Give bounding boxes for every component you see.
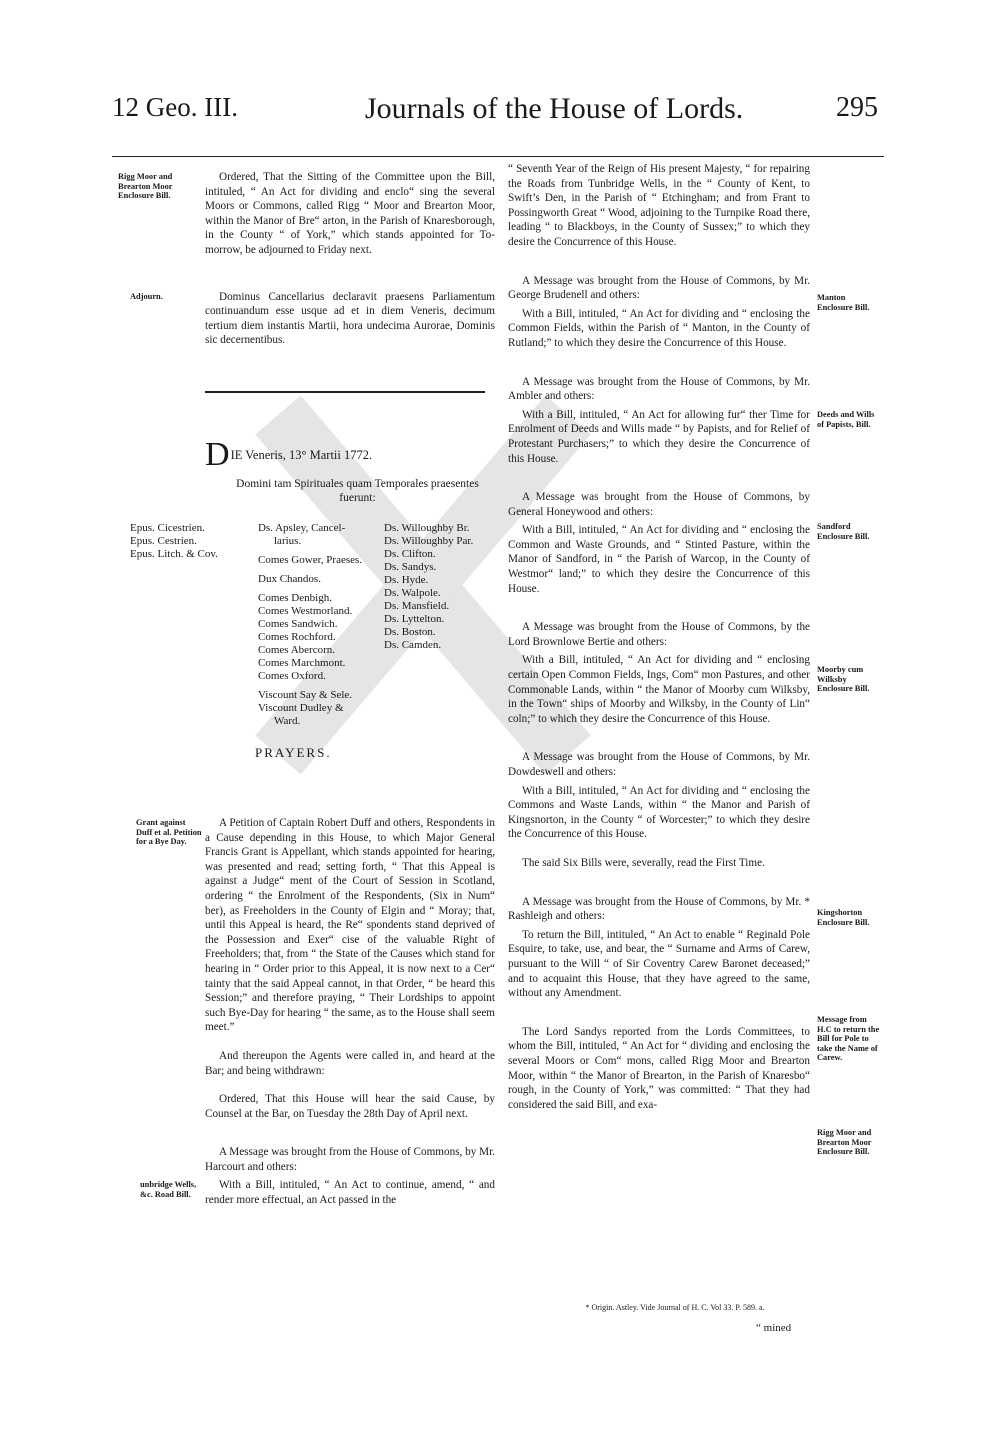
list-item: Comes Gower, Praeses. [258,554,363,566]
margin-note-tunbridge: unbridge Wells, &c. Road Bill. [140,1180,197,1199]
harcourt-message-paragraph: A Message was brought from the House of Commons, by Mr. Harcourt and others: [205,1146,495,1173]
right-column [508,162,810,1112]
list-item: Ds. Sandys. [384,561,437,573]
left-column-bottom [205,816,495,1208]
dominus-paragraph: Dominus Cancellarius declaravit praesens Parliamentum continuandum esse usque ad et in diem Veneris, decimum tertium diem instantis Martii, hora undecima Aurorae, Dominis sic decernentibus. [205,290,495,347]
petition-paragraph: A Petition of Captain Robert Duff and others, Respondents in a Cause depending in this House, to which Major General Francis Grant is Appellant, which stands appointed for hearing, was presented and read; setting forth, “ That this Appeal is against a Judge“ ment of the Court of Session in Scotland, ordering “ the Enrolment of the Respondents, (Six in Num“ ber), as Freeholders in the County of Elgin and “ Moray; that, until this Appeal is heard, the Re“ spondents stand deprived of the Possession and Exer“ cise of the valuable Right of Freeholders; that, from “ the State of the Causes which stand for hearing in “ Order prior to this Appeal, it is now next to a Cer“ tainty that the said Appeal cannot, in that Order, “ be heard this Session;” and therefore praying, “ Their Lordships to appoint such Bye-Day for hearing “ the same, as to the House shall seem meet.” [205,817,495,1034]
list-item: Epus. Cestrien. [130,535,197,547]
sitting-date-heading [205,436,495,473]
margin-note-grant: Grant against Duff et al. Petition for a Bye Day. [136,818,202,847]
list-item: Ds. Lyttelton. [384,613,445,625]
margin-note-manton: Manton Enclosure Bill. [817,293,870,312]
bishops-list [130,522,218,561]
page-header-regnal-year: 12 Geo. III. [112,92,238,122]
list-item: larius. [274,535,302,547]
list-item: Epus. Cicestrien. [130,522,205,534]
carew-bill-paragraph: To return the Bill, intituled, “ An Act to enable “ Reginald Pole Esquire, to take, use, and bear, the “ Surname and Arms of Carew, pursuant to the Will “ of Sir Coventry Carew Baronet deceased;” and to acquaint this House, that they have agreed to the same, without any Amendment. [508,928,810,1000]
sitting-date-text: IE Veneris, 13° Martii 1772. [230,448,373,462]
six-bills-paragraph: The said Six Bills were, severally, read the First Time. [522,856,765,869]
margin-note-sandford: Sandford Enclosure Bill. [817,522,870,541]
manton-message-paragraph: A Message was brought from the House of Commons, by Mr. George Brudenell and others: [508,274,810,302]
harcourt-bill-paragraph: With a Bill, intituled, “ An Act to continue, amend, “ and render more effectual, an Act passed in the [205,1179,495,1207]
sandford-message-paragraph: A Message was brought from the House of Commons, by General Honeywood and others: [508,491,810,518]
list-item: Comes Denbigh. [258,592,332,604]
footnote: * Origin. Astley. Vide Journal of H. C. Vol 33. P. 589. a. [585,1303,765,1312]
drop-cap: D [205,436,230,473]
temporal-lords-list [258,522,362,728]
list-item: Comes Westmorland. [258,605,353,617]
list-item: Epus. Litch. & Cov. [130,548,218,560]
moorby-message-paragraph: A Message was brought from the House of Commons, by the Lord Brownlowe Bertie and others: [508,621,810,648]
list-item: Ds. Hyde. [384,574,429,586]
list-item: Viscount Say & Sele. [258,689,353,701]
catchword: “ mined [756,1322,792,1334]
left-column-top [205,170,495,348]
ordered-hear-paragraph: Ordered, That this House will hear the said Cause, by Counsel at the Bar, on Tuesday the 28th Day of April next. [205,1093,495,1120]
kingsnorton-bill-paragraph: With a Bill, intituled, “ An Act for dividing and “ enclosing the Commons and Waste Lands, within “ the Manor and Parish of Kingsnorton, in the County “ of Worcester;” to which they desire the Concurrence of this House. [508,784,810,841]
list-item: Ds. Walpole. [384,587,441,599]
list-item: Ds. Mansfield. [384,600,450,612]
sandys-report-paragraph: The Lord Sandys reported from the Lords Committees, to whom the Bill, intituled, “ An Act for “ dividing and enclosing the several Moors or Com“ mons, called Rigg Moor and Brearton Moor, within “ the Manor of Brearton, in the Parish of Knaresbo“ rough, in the County of York,” was committed: “ That they had considered the said Bill, and exa- [508,1025,810,1111]
agents-paragraph: And thereupon the Agents were called in, and heard at the Bar; and being withdrawn: [205,1049,495,1077]
header-rule [112,156,884,157]
list-item: Comes Sandwich. [258,618,338,630]
list-item: Comes Oxford. [258,670,326,682]
list-item: Comes Rochford. [258,631,336,643]
moorby-bill-paragraph: With a Bill, intituled, “ An Act for dividing and “ enclosing certain Open Common Fields, Ings, Com“ mon Pastures, and other Commonable Lands, within “ the Manor of Moorby cum Wilksby, in the Town“ ships of Moorby and Wilksby, in the County of Lin“ coln;” to which they desire the Concurrence of this House. [508,654,810,725]
list-item: Viscount Dudley & [258,702,344,714]
tunbridge-bill-continuation: “ Seventh Year of the Reign of His present Majesty, “ for repairing the Roads from Tunbridge Wells, in the “ County of Kent, to Swift’s Den, in the Parish of “ Etchingham; and from Frant to Possingworth Great “ Wood, adjoining to the Turnpike Road there, leading “ to Blackboys, in the County of Sussex;” to which they desire the Concurrence of this House. [508,163,810,248]
margin-note-carew: Message from H.C to return the Bill for Pole to take the Name of Carew. [817,1015,880,1063]
list-item: Ds. Willoughby Br. [384,522,470,534]
barons-list [384,522,473,652]
list-item: Ds. Boston. [384,626,436,638]
kingsnorton-message-paragraph: A Message was brought from the House of Commons, by Mr. Dowdeswell and others: [508,751,810,778]
margin-note-rigg-moor: Rigg Moor and Brearton Moor Enclosure Bill. [118,172,173,201]
list-item: Ds. Camden. [384,639,442,651]
ordered-rigg-paragraph: Ordered, That the Sitting of the Committee upon the Bill, intituled, “ An Act for dividing and enclo“ sing the several Moors or Commons, called Rigg “ Moor and Brearton Moor, within the Manor of Bre“ arton, in the Parish of Knaresborough, in the County “ of York,” which stands appointed for To-morrow, be adjourned to Friday next. [205,171,495,256]
list-item: Ds. Clifton. [384,548,436,560]
manton-bill-paragraph: With a Bill, intituled, “ An Act for dividing and “ enclosing the Common Fields, within the Parish of “ Manton, in the County of Rutland;” to which they desire the Concurrence of this House. [508,307,810,349]
list-item: Ds. Willoughby Par. [384,535,474,547]
margin-note-rigg-moor-2: Rigg Moor and Brearton Moor Enclosure Bill. [817,1128,872,1157]
sandford-bill-paragraph: With a Bill, intituled, “ An Act for dividing and “ enclosing the Common and Waste Grounds, and “ Stinted Pasture, within the Manor of Sandford, in “ the Parish of Warcop, in the County of Westmor“ land;” to which they desire the Concurrence of this House. [508,524,810,595]
prayers-heading: PRAYERS. [255,745,332,760]
list-item: Comes Abercorn. [258,644,335,656]
carew-message-paragraph: A Message was brought from the House of Commons, by Mr. * Rashleigh and others: [508,895,810,923]
present-lords-heading: Domini tam Spirituales quam Temporales praesentes fuerunt: [236,478,479,504]
margin-note-deeds: Deeds and Wills of Papists, Bill. [817,410,875,429]
page-number: 295 [836,92,878,123]
list-item: Dux Chandos. [258,573,321,585]
list-item: Comes Marchmont. [258,657,346,669]
margin-note-kingsnorton: Kingshorton Enclosure Bill. [817,908,870,927]
deeds-message-paragraph: A Message was brought from the House of Commons, by Mr. Ambler and others: [508,375,810,403]
section-separator [205,391,485,393]
margin-note-adjourn: Adjourn. [130,292,163,301]
list-item: Ds. Apsley, Cancel- [258,522,346,534]
page-header-title: Journals of the House of Lords. [365,92,744,125]
margin-note-moorby: Moorby cum Wilksby Enclosure Bill. [817,665,870,694]
list-item: Ward. [274,715,301,727]
deeds-bill-paragraph: With a Bill, intituled, “ An Act for allowing fur“ ther Time for Enrolment of Deeds and Wills made “ by Papists, and for Relief of Protestant Purchasers;” to which they desire the Concurrence of this House. [508,408,810,465]
